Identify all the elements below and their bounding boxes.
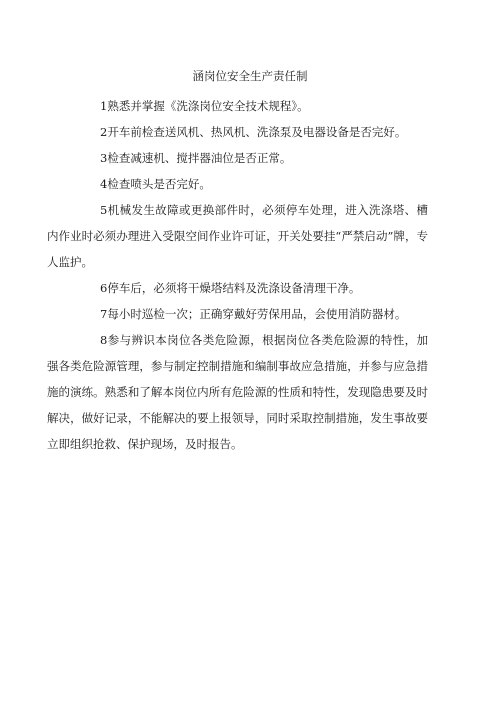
paragraph-4: 4检查喷头是否完好。 — [100, 177, 211, 191]
paragraph-7: 7每小时巡检一次；正确穿戴好劳保用品，会使用消防器材。 — [100, 307, 407, 321]
paragraph-1: 1熟悉并掌握《洗涤岗位安全技术规程》。 — [100, 99, 309, 113]
document-title: 涵岗位安全生产责任制 — [192, 69, 308, 83]
paragraph-8: 8参与辨识本岗位各类危险源，根据岗位各类危险源的特性，加强各类危险源管理，参与制定控制措施和编制事故应急措施，并参与应急措施的演练。熟悉和了解本岗位内所有危险源的性质和特性，发现隐患要及时解决，做好记录，不能解决的要上报领导，同时采取控制措施，发生事故要立即组织抢救、保护现场，及时报告。 — [47, 333, 428, 451]
paragraph-3: 3检查减速机、搅拌器油位是否正常。 — [100, 151, 292, 165]
paragraph-5: 5机械发生故障或更换部件时，必须停车处理，进入洗涤塔、槽内作业时必须办理进入受限空间作业许可证，开关处要挂“严禁启动”牌，专人监护。 — [47, 203, 428, 269]
document-body — [47, 93, 428, 457]
paragraph-2: 2开车前检查送风机、热风机、洗涤泵及电器设备是否完好。 — [100, 125, 407, 139]
paragraph-6: 6停车后，必须将干燥塔结料及洗涤设备清理干净。 — [100, 281, 361, 295]
